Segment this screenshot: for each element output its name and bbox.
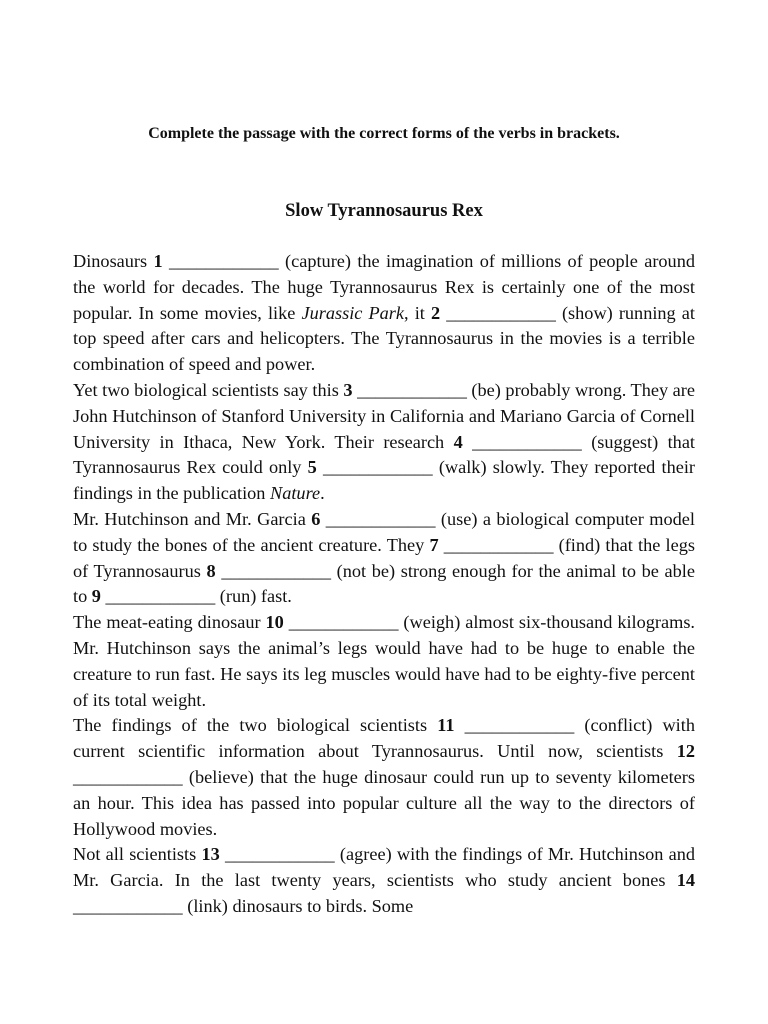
text-run: (believe) that the huge dinosaur could run up to seventy kilometers an hour. This idea has passed into popular culture all the way to the directors of Hollywood movies. (73, 766, 695, 839)
answer-blank-6[interactable]: ____________ (325, 508, 436, 529)
text-run: (find) that the legs of Tyrannosaurus (73, 534, 695, 581)
answer-blank-12[interactable]: ____________ (73, 766, 183, 787)
item-number-3: 3 (343, 379, 353, 400)
text-run: (run) fast. (215, 586, 292, 607)
text-run: Dinosaurs (73, 251, 154, 271)
answer-blank-3[interactable]: ____________ (357, 379, 467, 400)
paragraph-1 (73, 249, 695, 378)
text-run: Mr. Hutchinson and Mr. Garcia (73, 508, 312, 529)
item-number-5: 5 (307, 457, 317, 478)
item-number-7: 7 (429, 534, 439, 555)
answer-blank-4[interactable]: ____________ (472, 431, 582, 452)
text-run: (capture) the imagination of millions of people around the world for decades. The huge Tyrannosaurus Rex is certainly one of the most popular. In some movies, like (73, 251, 695, 323)
item-number-12: 12 (676, 741, 695, 762)
text-run: (not be) strong enough for the animal to be able to (73, 560, 695, 607)
paragraph-3 (73, 507, 695, 610)
item-number-1: 1 (153, 251, 163, 271)
item-number-10: 10 (265, 612, 284, 633)
answer-blank-10[interactable]: ____________ (288, 612, 399, 633)
passage-body (73, 249, 695, 920)
text-run: , it (404, 302, 431, 323)
text-run: (walk) slowly. They reported their findings in the publication (73, 457, 695, 504)
text-run: The meat-eating dinosaur (73, 612, 266, 633)
instruction-text: Complete the passage with the correct forms of the verbs in brackets. (148, 125, 620, 142)
text-run: (use) a biological computer model to study the bones of the ancient creature. They (73, 508, 695, 555)
text-run: The findings of the two biological scientists (73, 715, 438, 736)
paragraph-2 (73, 378, 695, 507)
item-number-4: 4 (453, 431, 463, 452)
text-run: (show) running at top speed after cars and helicopters. The Tyrannosaurus in the movies is a terrible combination of speed and power. (73, 302, 695, 375)
answer-blank-7[interactable]: ____________ (443, 534, 554, 555)
text-run: (suggest) that Tyrannosaurus Rex could only (73, 431, 696, 478)
text-run: (agree) with the findings of Mr. Hutchinson and Mr. Garcia. In the last twenty years, scientists who study ancient bones (73, 844, 695, 891)
item-number-2: 2 (430, 302, 441, 323)
text-run: (conflict) with current scientific information about Tyrannosaurus. Until now, scientists (73, 715, 695, 762)
answer-blank-11[interactable]: ____________ (464, 715, 575, 736)
italic-publication: Nature (270, 483, 321, 504)
item-number-9: 9 (91, 586, 101, 607)
text-run: . (320, 483, 325, 504)
item-number-6: 6 (311, 508, 321, 529)
answer-blank-14[interactable]: ____________ (73, 895, 183, 916)
item-number-13: 13 (201, 844, 220, 865)
text-run: Not all scientists (73, 844, 202, 865)
paragraph-6 (73, 842, 695, 919)
paragraph-4 (73, 610, 695, 713)
passage-title: Slow Tyrannosaurus Rex (285, 201, 483, 221)
italic-title: Jurassic Park (301, 302, 405, 323)
text-run: (link) dinosaurs to birds. Some (182, 895, 414, 916)
answer-blank-2[interactable]: ____________ (446, 302, 556, 323)
paragraph-5 (73, 713, 695, 842)
answer-blank-8[interactable]: ____________ (221, 560, 332, 581)
text-run: (weigh) almost six-thousand kilograms. Mr. Hutchinson says the animal’s legs would have had to be huge to enable the creature to run fast. He says its leg muscles would have had to be eighty-five percent of its total weight. (73, 612, 696, 710)
answer-blank-1[interactable]: ____________ (168, 251, 279, 271)
item-number-14: 14 (676, 870, 695, 891)
item-number-8: 8 (206, 560, 216, 581)
answer-blank-9[interactable]: ____________ (105, 586, 216, 607)
answer-blank-5[interactable]: ____________ (322, 457, 433, 478)
text-run: (be) probably wrong. They are John Hutchinson of Stanford University in California and Mariano Garcia of Cornell University in Ithaca, New York. Their research (73, 379, 695, 452)
answer-blank-13[interactable]: ____________ (225, 844, 335, 865)
item-number-11: 11 (437, 715, 455, 736)
text-run: Yet two biological scientists say this (73, 379, 344, 400)
